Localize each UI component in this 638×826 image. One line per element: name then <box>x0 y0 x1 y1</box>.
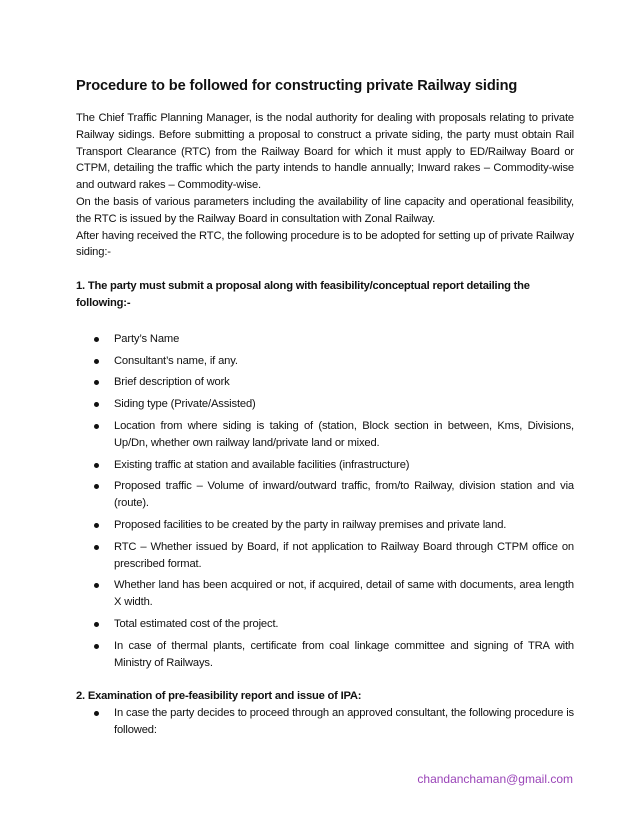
bullet-icon <box>94 644 99 649</box>
list-item: Party’s Name <box>76 331 574 348</box>
section-1-heading: 1. The party must submit a proposal along with feasibility/conceptual report detailing the following:- <box>76 280 530 309</box>
section-1-list <box>76 331 574 672</box>
bullet-icon <box>94 622 99 627</box>
document-page <box>76 78 574 743</box>
list-item: In case of thermal plants, certificate from coal linkage committee and signing of TRA with Ministry of Railways. <box>76 638 574 672</box>
list-item: Siding type (Private/Assisted) <box>76 396 574 413</box>
intro-paragraph: On the basis of various parameters including the availability of line capacity and operational feasibility, the RTC is issued by the Railway Board in consultation with Zonal Railway. <box>76 195 574 225</box>
list-item: Consultant’s name, if any. <box>76 353 574 370</box>
document-title: Procedure to be followed for constructing private Railway siding <box>76 78 518 94</box>
section-2-list <box>76 705 574 739</box>
bullet-icon <box>94 424 99 429</box>
list-item: Total estimated cost of the project. <box>76 616 574 633</box>
list-item: Proposed traffic – Volume of inward/outward traffic, from/to Railway, division station and via (route). <box>76 478 574 512</box>
bullet-icon <box>94 337 99 342</box>
list-item: In case the party decides to proceed through an approved consultant, the following procedure is followed: <box>76 705 574 739</box>
list-item: Brief description of work <box>76 374 574 391</box>
intro-paragraph: After having received the RTC, the following procedure is to be adopted for setting up of private Railway siding:- <box>76 229 574 259</box>
bullet-icon <box>94 583 99 588</box>
list-item: Whether land has been acquired or not, if acquired, detail of same with documents, area length X width. <box>76 577 574 611</box>
bullet-icon <box>94 380 99 385</box>
bullet-icon <box>94 359 99 364</box>
footer-email: chandanchaman@gmail.com <box>417 772 573 786</box>
bullet-icon <box>94 402 99 407</box>
list-item: Existing traffic at station and available facilities (infrastructure) <box>76 457 574 474</box>
list-item: Location from where siding is taking of (station, Block section in between, Kms, Divisions, Up/Dn, whether own railway land/private land or mixed. <box>76 418 574 452</box>
intro-paragraphs <box>76 110 574 261</box>
bullet-icon <box>94 711 99 716</box>
bullet-icon <box>94 545 99 550</box>
bullet-icon <box>94 523 99 528</box>
bullet-icon <box>94 484 99 489</box>
list-item: Proposed facilities to be created by the party in railway premises and private land. <box>76 517 574 534</box>
section-2-heading: 2. Examination of pre-feasibility report and issue of IPA: <box>76 690 362 703</box>
bullet-icon <box>94 463 99 468</box>
list-item: RTC – Whether issued by Board, if not application to Railway Board through CTPM office on prescribed format. <box>76 539 574 573</box>
intro-paragraph: The Chief Traffic Planning Manager, is the nodal authority for dealing with proposals relating to private Railway sidings. Before submitting a proposal to construct a private siding, the party must obtain Rail Transport Clearance (RTC) from the Railway Board for which it must apply to ED/Railway Board or CTPM, detailing the traffic which the party intends to handle annually; Inward rakes – Commodity-wise and outward rakes – Commodity-wise. <box>76 112 574 192</box>
